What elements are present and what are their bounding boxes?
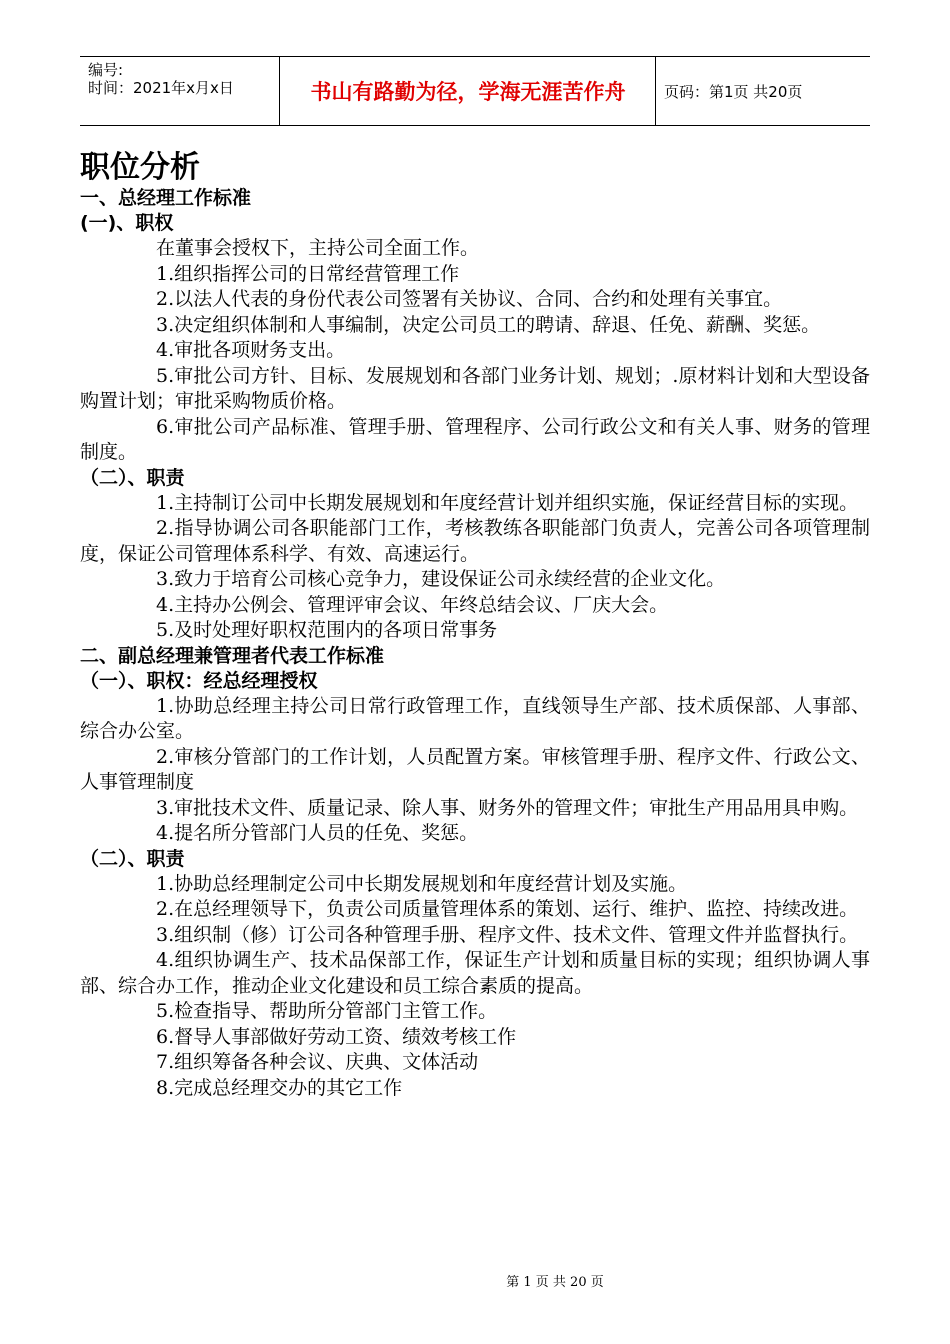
paragraph: 2.以法人代表的身份代表公司签署有关协议、合同、合约和处理有关事宜。 — [156, 288, 783, 310]
paragraph: 3.审批技术文件、质量记录、除人事、财务外的管理文件；审批生产用品用具申购。 — [156, 796, 859, 819]
paragraph: 2.指导协调公司各职能部门工作，考核教练各职能部门负责人，完善公司各项管理制度，保证公司管理体系科学、有效、高速运行。 — [80, 517, 870, 565]
paragraph: 8.完成总经理交办的其它工作 — [156, 1076, 403, 1099]
subsection-heading: （二）、职责 — [80, 466, 185, 489]
paragraph: 1.组织指挥公司的日常经营管理工作 — [156, 262, 460, 285]
document-time: 时间：2021年x月x日 — [88, 79, 234, 97]
document-number-label: 编号: — [88, 61, 124, 79]
paragraph: 5.审批公司方针、目标、发展规划和各部门业务计划、规划；.原材料计划和大型设备购置计划；审批采购物质价格。 — [80, 364, 870, 412]
subsection-heading: (一)、职权 — [80, 212, 174, 234]
document-title: 职位分析 — [80, 150, 200, 185]
paragraph: 5.检查指导、帮助所分管部门主管工作。 — [156, 1000, 498, 1022]
section-heading: 一、总经理工作标准 — [80, 187, 252, 209]
paragraph: 6.督导人事部做好劳动工资、绩效考核工作 — [156, 1025, 517, 1048]
subsection-heading: （二）、职责 — [80, 847, 185, 870]
paragraph: 2.审核分管部门的工作计划，人员配置方案。审核管理手册、程序文件、行政公文、人事管理制度 — [80, 745, 870, 793]
subsection-heading: （一）、职权：经总经理授权 — [80, 669, 318, 692]
document-content — [80, 186, 870, 1101]
paragraph: 1.协助总经理制定公司中长期发展规划和年度经营计划及实施。 — [156, 872, 688, 895]
paragraph: 2.在总经理领导下，负责公司质量管理体系的策划、运行、维护、监控、持续改进。 — [156, 898, 859, 920]
paragraph: 3.致力于培育公司核心竞争力，建设保证公司永续经营的企业文化。 — [156, 568, 726, 590]
header-motto: 书山有路勤为径，学海无涯苦作舟 — [281, 57, 656, 125]
paragraph: 4.主持办公例会、管理评审会议、年终总结会议、厂庆大会。 — [156, 593, 669, 616]
page-header — [80, 56, 870, 126]
section-heading: 二、副总经理兼管理者代表工作标准 — [80, 644, 385, 667]
paragraph: 1.协助总经理主持公司日常行政管理工作，直线领导生产部、技术质保部、人事部、综合办公室。 — [80, 694, 870, 742]
paragraph: 5.及时处理好职权范围内的各项日常事务 — [156, 619, 498, 641]
paragraph: 在董事会授权下，主持公司全面工作。 — [156, 237, 480, 259]
paragraph: 3.组织制（修）订公司各种管理手册、程序文件、技术文件、管理文件并监督执行。 — [156, 923, 859, 946]
paragraph: 6.审批公司产品标准、管理手册、管理程序、公司行政公文和有关人事、财务的管理制度。 — [80, 415, 870, 463]
header-meta — [80, 57, 280, 125]
page-footer: 第 1 页 共 20 页 — [506, 1275, 604, 1290]
document-body — [80, 150, 870, 1101]
paragraph: 4.提名所分管部门人员的任免、奖惩。 — [156, 822, 479, 844]
header-page-code: 页码：第1页 共20页 — [664, 82, 803, 101]
paragraph: 1.主持制订公司中长期发展规划和年度经营计划并组织实施，保证经营目标的实现。 — [156, 491, 859, 514]
paragraph: 4.审批各项财务支出。 — [156, 339, 346, 361]
paragraph: 3.决定组织体制和人事编制，决定公司员工的聘请、辞退、任免、薪酬、奖惩。 — [156, 313, 821, 336]
paragraph: 7.组织筹备各种会议、庆典、文体活动 — [156, 1051, 479, 1073]
paragraph: 4.组织协调生产、技术品保部工作，保证生产计划和质量目标的实现；组织协调人事部、综合办工作，推动企业文化建设和员工综合素质的提高。 — [80, 949, 870, 997]
